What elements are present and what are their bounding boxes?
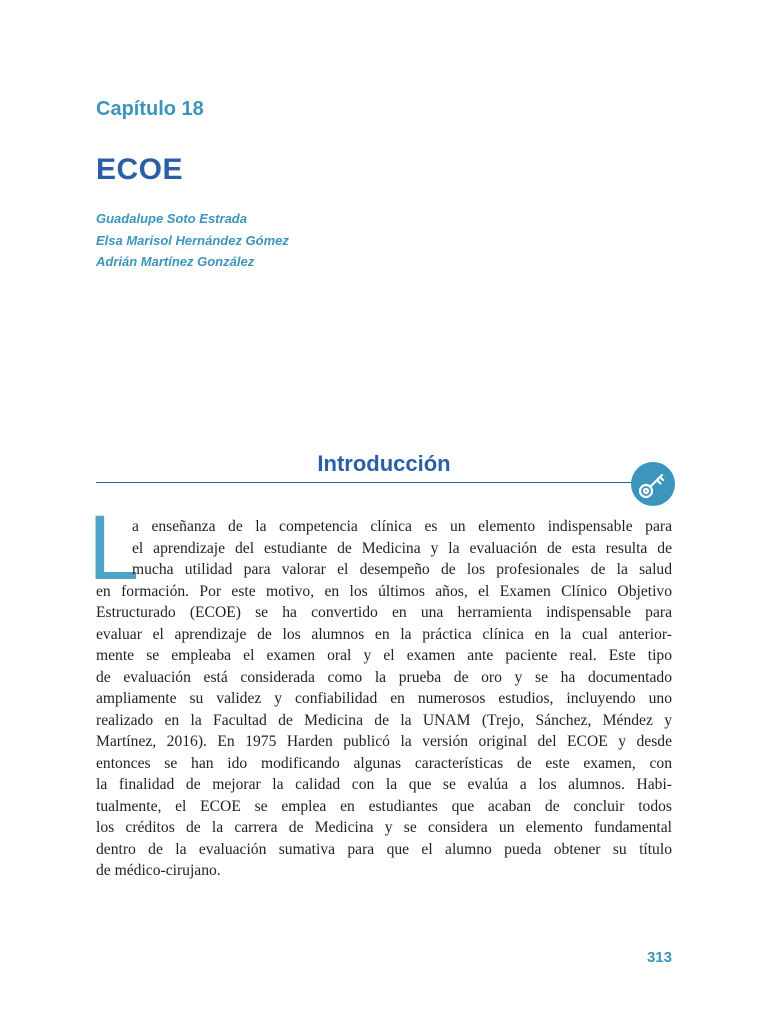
intro-paragraph [96, 516, 672, 882]
paragraph-line: mucha utilidad para valorar el desempeño de los profesionales de la salud [132, 561, 672, 578]
author-list [96, 208, 289, 273]
paragraph-line: dentro de la evaluación sumativa para que el alumno pueda obtener su título [96, 840, 672, 858]
drop-cap: L [88, 497, 140, 599]
paragraph-line: a enseñanza de la competencia clínica es un elemento indispensable para [132, 518, 672, 535]
section-divider [96, 482, 641, 483]
paragraph-line: el aprendizaje del estudiante de Medicina y la evaluación de esta resulta de [132, 539, 672, 557]
paragraph-line: tualmente, el ECOE se emplea en estudiantes que acaban de concluir todos [96, 797, 672, 815]
key-icon [631, 462, 675, 506]
paragraph-line: de evaluación está considerada como la prueba de oro y se ha documentado [96, 668, 672, 686]
paragraph-line: los créditos de la carrera de Medicina y se considera un elemento fundamental [96, 819, 672, 836]
section-title: Introducción [317, 451, 451, 476]
author-name: Elsa Marisol Hernández Gómez [96, 232, 289, 248]
paragraph-line: Martínez, 2016). En 1975 Harden publicó la versión original del ECOE y desde [96, 733, 672, 750]
paragraph-line: de médico-cirujano. [96, 862, 221, 879]
paragraph-line: entonces se han ido modificando algunas características de este examen, con [96, 754, 672, 772]
author-name: Adrián Martínez González [96, 254, 255, 269]
author-name: Guadalupe Soto Estrada [96, 211, 247, 226]
paragraph-line: Estructurado (ECOE) se ha convertido en una herramienta indispensable para [96, 604, 672, 621]
paragraph-line: evaluar el aprendizaje de los alumnos en la práctica clínica en la cual anterior- [96, 625, 672, 643]
paragraph-line: ampliamente su validez y confiabilidad en numerosos estudios, incluyendo uno [96, 690, 672, 707]
chapter-title: ECOE [96, 153, 184, 186]
page-number: 313 [646, 949, 672, 966]
paragraph-line: la finalidad de mejorar la calidad con la que se evalúa a los alumnos. Habi- [96, 776, 672, 793]
paragraph-line: en formación. Por este motivo, en los últimos años, el Examen Clínico Objetivo [96, 582, 672, 600]
paragraph-line: mente se empleaba el examen oral y el examen ante paciente real. Este tipo [96, 647, 672, 664]
chapter-label: Capítulo 18 [96, 98, 204, 120]
paragraph-line: realizado en la Facultad de Medicina de la UNAM (Trejo, Sánchez, Méndez y [96, 711, 672, 729]
